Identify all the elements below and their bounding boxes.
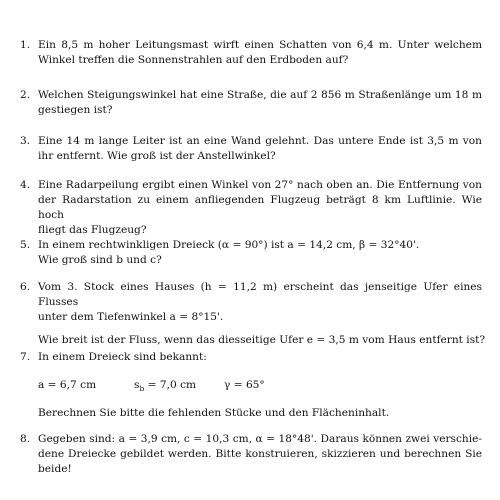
problem-number: 6. — [20, 281, 31, 293]
problem-task: Berechnen Sie bitte die fehlenden Stücke und den Flächeninhalt. — [38, 407, 390, 419]
problem-number: 4. — [20, 179, 31, 191]
problem-text — [38, 134, 482, 164]
problem-question: Wie breit ist der Fluss, wenn das diesseitige Ufer e = 3,5 m vom Haus entfernt ist? — [38, 334, 486, 346]
problem-line: unter dem Tiefenwinkel a = 8°15'. — [38, 311, 224, 323]
given-values — [38, 378, 482, 393]
problem-number: 8. — [20, 433, 31, 445]
given-sb — [134, 378, 196, 396]
problem-line: gestiegen ist? — [38, 104, 113, 116]
problem-line: In einem rechtwinkligen Dreieck (α = 90°) ist a = 14,2 cm, β = 32°40'. — [38, 239, 420, 251]
given-sb-value: = 7,0 cm — [144, 379, 197, 391]
problem-line: fliegt das Flugzeug? — [38, 224, 147, 236]
problem-text — [38, 432, 482, 477]
problem-number: 5. — [20, 239, 31, 251]
problem-number: 7. — [20, 351, 31, 363]
problem-line: Eine Radarpeilung ergibt einen Winkel von 27° nach oben an. Die Entfernung von — [38, 179, 482, 191]
problem-line: der Radarstation zu einem anfliegenden Flugzeug beträgt 8 km Luftlinie. Wie hoch — [38, 194, 482, 221]
problem-text — [38, 38, 482, 68]
problem-number: 1. — [20, 39, 31, 51]
problem-line: dene Dreiecke gebildet werden. Bitte konstruieren, skizzieren und berechnen Sie — [38, 448, 482, 460]
given-a: a = 6,7 cm — [38, 379, 97, 391]
problem-line: ihr entfernt. Wie groß ist der Anstellwinkel? — [38, 150, 276, 162]
problem-line: Winkel treffen die Sonnenstrahlen auf den Erdboden auf? — [38, 54, 349, 66]
problem-line: Vom 3. Stock eines Hauses (h = 11,2 m) erscheint das jenseitige Ufer eines Flusses — [38, 281, 482, 308]
problem-number: 2. — [20, 89, 31, 101]
problem-line: Eine 14 m lange Leiter ist an eine Wand gelehnt. Das untere Ende ist 3,5 m von — [38, 135, 482, 147]
given-sb-symbol: s — [134, 379, 140, 391]
problem-text — [38, 238, 482, 268]
given-sb-subscript: b — [139, 384, 145, 394]
problem-text — [38, 280, 486, 348]
problem-text — [38, 178, 482, 238]
problem-number: 3. — [20, 135, 31, 147]
given-gamma: γ = 65° — [224, 379, 265, 391]
problem-line: Ein 8,5 m hoher Leitungsmast wirft einen Schatten von 6,4 m. Unter welchem — [38, 39, 482, 51]
problem-intro: In einem Dreieck sind bekannt: — [38, 351, 207, 363]
problem-line: Wie groß sind b und c? — [38, 254, 162, 266]
problem-text — [38, 88, 482, 118]
problem-line: Welchen Steigungswinkel hat eine Straße, die auf 2 856 m Straßenlänge um 18 m — [38, 89, 482, 101]
problem-line: Gegeben sind: a = 3,9 cm, c = 10,3 cm, α = 18°48'. Daraus können zwei verschie- — [38, 433, 482, 445]
problem-line: beide! — [38, 463, 72, 475]
problem-text — [38, 350, 482, 421]
